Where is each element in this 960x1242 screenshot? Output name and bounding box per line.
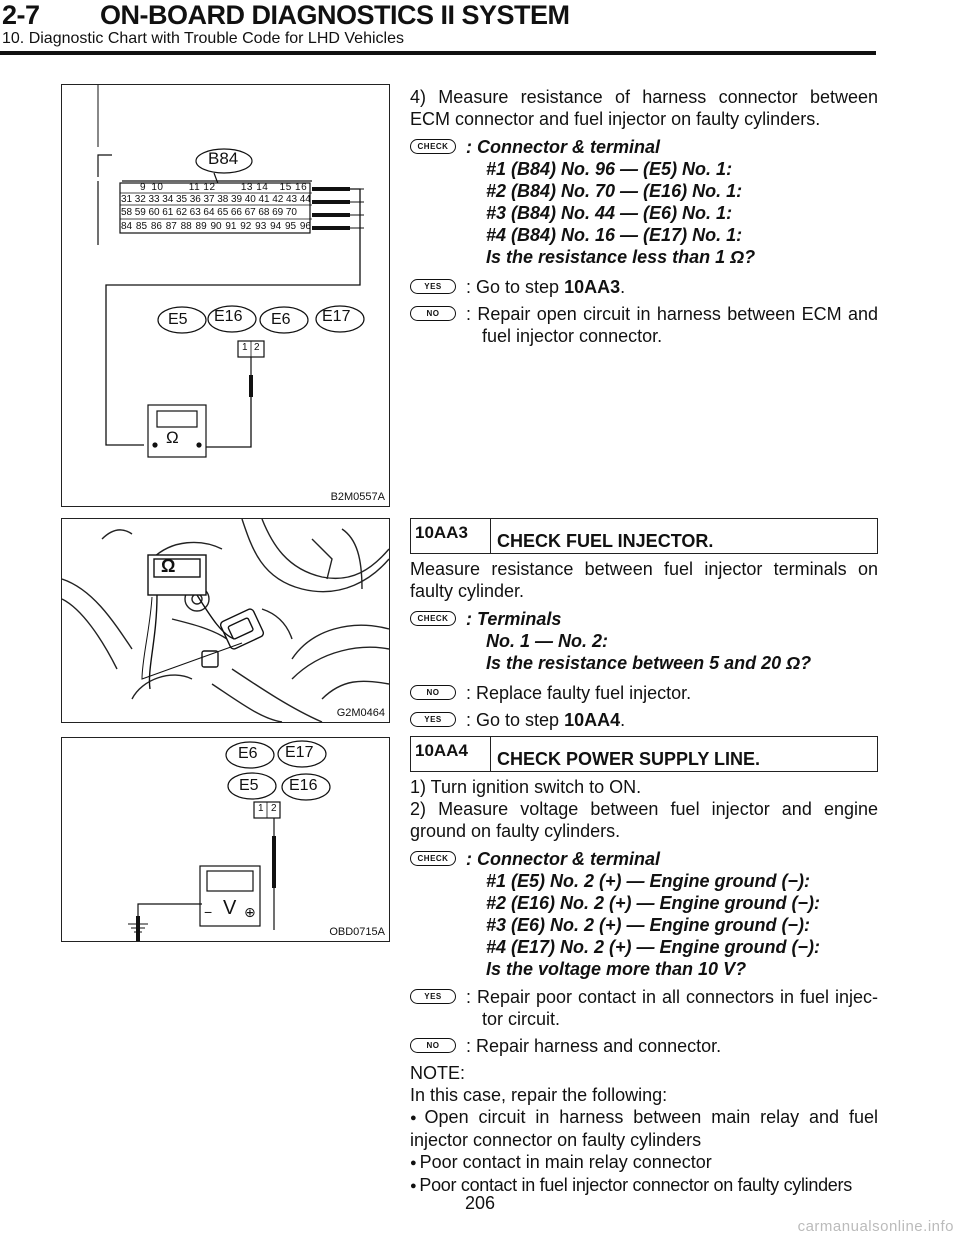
check-line: #4 (E17) No. 2 (+) — Engine ground (−):	[486, 937, 821, 957]
pin-number: 42	[272, 194, 284, 205]
note-bullet: ● Open circuit in harness between main relay and fuel injector connector on faulty cylinders	[410, 1106, 878, 1151]
pin-number: 89	[195, 221, 207, 232]
check-line: #2 (B84) No. 70 — (E16) No. 1:	[486, 181, 743, 201]
pin-number: 38	[217, 194, 229, 205]
note-bullet: ● Poor contact in fuel injector connector on faulty cylinders	[410, 1174, 878, 1197]
header-rule	[0, 51, 876, 55]
connector-label-e16: E16	[214, 308, 243, 325]
pin-number: 69	[272, 207, 284, 218]
ohm-meter-symbol: Ω	[166, 428, 179, 447]
step-instruction: Measure resistance between fuel injector terminals on faulty cylinder.	[410, 559, 878, 601]
check-question: Is the voltage more than 10 V?	[486, 959, 747, 979]
connector-label-e17: E17	[322, 308, 351, 325]
pin-number: 43	[286, 194, 298, 205]
pin-number: 58	[121, 207, 133, 218]
pin-number: 70	[285, 207, 297, 218]
step-number: 10AA3	[411, 519, 491, 553]
pin-number: 84	[121, 221, 133, 232]
section-check-power-supply	[410, 736, 878, 1197]
yes-badge: YES	[410, 712, 456, 727]
pin-number: 94	[270, 221, 282, 232]
page-subtitle: 10. Diagnostic Chart with Trouble Code for LHD Vehicles	[2, 30, 404, 47]
pin-number: 86	[150, 221, 162, 232]
pin-number: 44	[299, 194, 311, 205]
no-answer	[410, 1035, 878, 1057]
pin-number: 68	[258, 207, 270, 218]
pin-number: 91	[225, 221, 237, 232]
voltmeter-symbol: V	[223, 897, 237, 919]
pin-number: 88	[180, 221, 192, 232]
step-instruction: 1) Turn ignition switch to ON.	[410, 777, 642, 797]
check-lead: : Terminals	[466, 609, 562, 629]
pin-number: 87	[165, 221, 177, 232]
figure-code: B2M0557A	[330, 491, 385, 503]
pin-number: 39	[231, 194, 243, 205]
check-line: #2 (E16) No. 2 (+) — Engine ground (−):	[486, 893, 821, 913]
check-lead: : Connector & terminal	[466, 849, 661, 869]
pin-number: 65	[217, 207, 229, 218]
pin-grid-row1: 9 10 11 12 13 14 15 16	[140, 182, 308, 193]
note-intro: In this case, repair the following:	[410, 1085, 668, 1105]
check-badge: CHECK	[410, 611, 456, 626]
pin-number: 92	[240, 221, 252, 232]
pin-number: 66	[230, 207, 242, 218]
no-answer	[410, 682, 878, 704]
step-title: CHECK POWER SUPPLY LINE.	[497, 749, 761, 769]
section-resistance-harness	[410, 86, 878, 347]
no-badge: NO	[410, 685, 456, 700]
pin-number: 61	[162, 207, 174, 218]
engine-illustration-svg	[62, 519, 389, 722]
pin-number: 62	[175, 207, 188, 218]
yes-answer	[410, 986, 878, 1030]
check-line: #4 (B84) No. 16 — (E17) No. 1:	[486, 225, 743, 245]
connector-label-e6: E6	[238, 745, 258, 762]
connector-label-e17: E17	[285, 744, 314, 761]
answer-text: : Repair poor contact in all connectors in fuel injec- tor circuit.	[466, 987, 878, 1029]
pin-number: 59	[134, 207, 146, 218]
no-badge: NO	[410, 1038, 456, 1053]
note-label: NOTE:	[410, 1063, 466, 1083]
answer-text: : Replace faulty fuel injector.	[466, 683, 692, 703]
pin-grid-row2	[121, 194, 311, 205]
answer-text: : Repair open circuit in harness between ECM and fuel injector connector.	[466, 304, 878, 346]
pin-number: 40	[244, 194, 256, 205]
figure-code: G2M0464	[336, 707, 385, 719]
yes-answer: YES : Go to step 10AA4.	[410, 709, 878, 731]
step-title: CHECK FUEL INJECTOR.	[497, 531, 714, 551]
pin-number: 95	[284, 221, 297, 232]
no-answer	[410, 303, 878, 347]
injector-pin-2: 2	[254, 342, 260, 353]
pin-number: 37	[203, 194, 215, 205]
check-item	[410, 848, 878, 980]
figure-power-supply-diagram	[61, 737, 390, 942]
connector-label-b84: B84	[208, 149, 239, 168]
pin-number: 33	[148, 194, 160, 205]
injector-pin-1: 1	[242, 342, 248, 353]
pin-number: 67	[244, 207, 256, 218]
pin-number: 60	[148, 207, 160, 218]
pin-grid-row3	[121, 207, 297, 218]
pin-number: 96	[299, 221, 311, 232]
answer-text: : Repair harness and connector.	[466, 1036, 722, 1056]
pin-number: 93	[255, 221, 267, 232]
connector-label-e5: E5	[168, 311, 188, 328]
check-question: Is the resistance less than 1 Ω?	[486, 247, 756, 267]
check-line: #3 (E6) No. 2 (+) — Engine ground (−):	[486, 915, 811, 935]
figure-code: OBD0715A	[329, 926, 385, 938]
no-badge: NO	[410, 306, 456, 321]
figure-fuel-injector-check	[61, 518, 390, 723]
check-line: #1 (B84) No. 96 — (E5) No. 1:	[486, 159, 733, 179]
step-number: 10AA4	[411, 737, 491, 771]
page-number: 206	[464, 1193, 496, 1213]
pin-number: 35	[176, 194, 188, 205]
check-line: #3 (B84) No. 44 — (E6) No. 1:	[486, 203, 733, 223]
check-line: #1 (E5) No. 2 (+) — Engine ground (−):	[486, 871, 811, 891]
yes-badge: YES	[410, 279, 456, 294]
step-header	[410, 518, 878, 554]
connector-label-e16: E16	[289, 777, 318, 794]
check-badge: CHECK	[410, 139, 456, 154]
figure-ecm-harness-diagram	[61, 84, 390, 507]
check-badge: CHECK	[410, 851, 456, 866]
pin-number: 31	[121, 194, 133, 205]
yes-badge: YES	[410, 989, 456, 1004]
pin-number: 63	[189, 207, 201, 218]
ohm-meter-symbol: Ω	[161, 556, 176, 576]
step-instruction: 2) Measure voltage between fuel injector and engine ground on faulty cylinders.	[410, 799, 878, 841]
pin-number: 34	[162, 194, 174, 205]
connector-label-e6: E6	[271, 311, 291, 328]
injector-pin-2: 2	[271, 803, 277, 814]
step-link[interactable]: 10AA3	[564, 277, 621, 297]
section-check-fuel-injector	[410, 518, 878, 731]
check-line: No. 1 — No. 2:	[486, 631, 609, 651]
pin-grid-row4	[121, 221, 311, 232]
note-bullet: ● Poor contact in main relay connector	[410, 1151, 878, 1174]
pin-number: 90	[210, 221, 222, 232]
pin-number: 32	[134, 194, 146, 205]
step-instruction: 4) Measure resistance of harness connector between ECM connector and fuel injector on faulty cylinders.	[410, 87, 878, 129]
pin-number: 85	[135, 221, 148, 232]
pin-number: 64	[203, 207, 215, 218]
check-question: Is the resistance between 5 and 20 Ω?	[486, 653, 812, 673]
pin-number: 36	[189, 194, 201, 205]
check-item	[410, 608, 878, 674]
injector-pin-1: 1	[258, 803, 264, 814]
pin-number: 41	[258, 194, 270, 205]
yes-answer: YES : Go to step 10AA3.	[410, 276, 878, 298]
connector-label-e5: E5	[239, 777, 259, 794]
check-lead: : Connector & terminal	[466, 137, 661, 157]
voltmeter-minus: −	[204, 904, 213, 920]
section-code: 2-7	[2, 0, 40, 30]
page-title: ON-BOARD DIAGNOSTICS II SYSTEM	[100, 0, 570, 30]
voltmeter-plus: ⊕	[244, 904, 256, 920]
step-link[interactable]: 10AA4	[564, 710, 621, 730]
watermark: carmanualsonline.info	[797, 1218, 954, 1235]
step-header	[410, 736, 878, 772]
check-item	[410, 136, 878, 268]
